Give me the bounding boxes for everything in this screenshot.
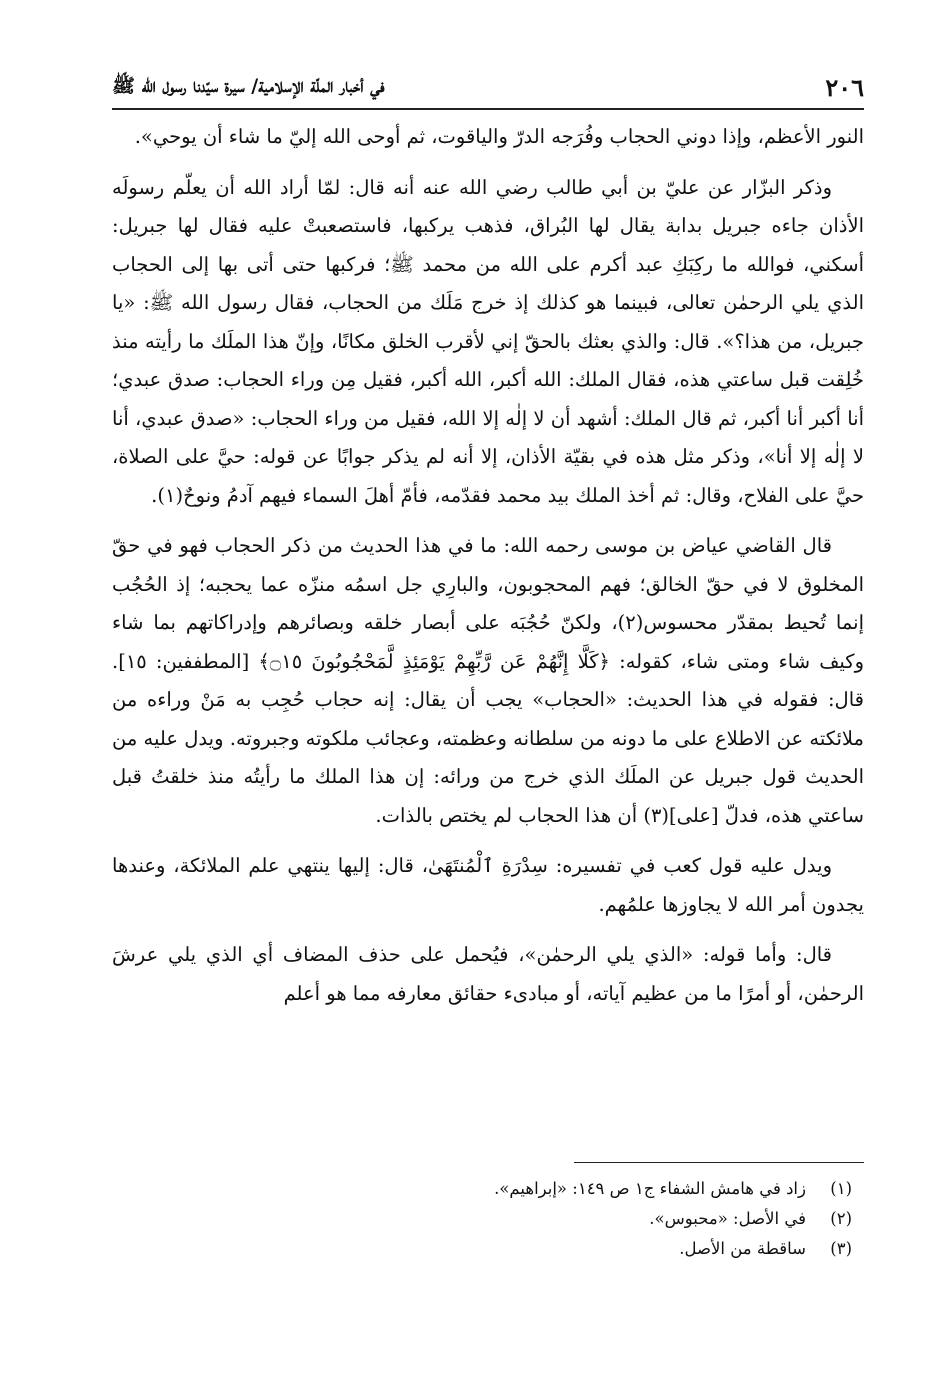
paragraph: قال القاضي عياض بن موسى رحمه الله: ما في هذا الحديث من ذكر الحجاب فهو في حقّ المخلوق لا في حقّ الخالق؛ فهم المحجوبون، والبارِي جل اسمُه منزّه عما يحجبه؛ إذ الحُجُب إنما تُحيط بمقدّر محسوس(٢)، ولكنّ حُجُبَه على أبصار خلقه وبصائرهم وإدراكاتهم بما شاء وكيف شاء ومتى شاء، كقوله: ﴿كَلَّا إِنَّهُمْ عَن رَّبِّهِمْ يَوْمَئِذٍ لَّمَحْجُوبُونَ ۝١٥﴾ [المطففين: ١٥]. قال: فقوله في هذا الحديث: «الحجاب» يجب أن يقال: إنه حجاب حُجِب به مَنْ وراءه من ملائكته عن الاطلاع على ما دونه من سلطانه وعظمته، وعجائب ملكوته وجبروته. ويدل عليه من الحديث قول جبريل عن الملَك الذي خرج من ورائه: إن هذا الملك ما رأيتُه منذ خلقتُ قبل ساعتي هذه، فدلّ [على](٣) أن هذا الحجاب لم يختص بالذات.: [112, 534, 864, 827]
footnote: [112, 1174, 852, 1204]
paragraph: قال: وأما قوله: «الذي يلي الرحمٰن»، فيُحمل على حذف المضاف أي الذي يلي عرشَ الرحمٰن، أو أمرًا ما من عظيم آياته، أو مبادىء حقائق معارفه مما هو أعلم: [112, 943, 864, 1005]
footnote-number: (٢): [830, 1209, 852, 1228]
paragraph: النور الأعظم، وإذا دوني الحجاب وفُرَجه الدرّ والياقوت، ثم أوحى الله إليّ ما شاء أن يوحي».: [134, 125, 864, 148]
footnote-number: (١): [830, 1179, 852, 1198]
footnote: [112, 1204, 852, 1234]
paragraph: وذكر البزّار عن عليّ بن أبي طالب رضي الله عنه أنه قال: لمّا أراد الله أن يعلّم رسولَه الأذان جاءه جبريل بدابة يقال لها البُراق، فذهب يركبها، فاستصعبتْ عليه فقال لها جبريل: أسكني، فوالله ما ركِبَكِ عبد أكرم على الله من محمد ﷺ؛ فركبها حتى أتى بها إلى الحجاب الذي يلي الرحمٰن تعالى، فبينما هو كذلك إذ خرج مَلَك من الحجاب، فقال رسول الله ﷺ: «يا جبريل، من هذا؟». قال: والذي بعثك بالحقّ إني لأقرب الخلق مكانًا، وإنّ هذا الملَك ما رأيته منذ خُلِقت قبل ساعتي هذه، فقال الملك: الله أكبر، الله أكبر، فقيل مِن وراء الحجاب: صدق عبدي؛ أنا أكبر أنا أكبر، ثم قال الملك: أشهد أن لا إلٰه إلا الله، فقيل من وراء الحجاب: «صدق عبدي، أنا لا إلٰه إلا أنا»، وذكر مثل هذه في بقيّة الأذان، إلا أنه لم يذكر جوابًا عن قوله: حيَّ على الصلاة، حيَّ على الفلاح، وقال: ثم أخذ الملك بيد محمد فقدّمه، فأمّ أهلَ السماء فيهم آدمُ ونوحٌ(١).: [112, 175, 864, 507]
footnote: [112, 1234, 852, 1264]
running-title: في أخبار الملّة الإسلامية/ سيرة سيّدنا رسول الله ﷺ: [112, 75, 385, 97]
main-text: [112, 118, 864, 1025]
footnote-text: زاد في هامش الشفاء ج١ ص ١٤٩: «إبراهيم».: [494, 1179, 806, 1198]
paragraph: ويدل عليه قول كعب في تفسيره: سِدْرَةِ ٱلْمُنتَهَىٰ، قال: إليها ينتهي علم الملائكة، وعندها يجدون أمر الله لا يجاوزها علمُهم.: [112, 854, 864, 916]
page-number: ٢٠٦: [825, 73, 864, 102]
footnotes: [112, 1174, 852, 1264]
footnote-divider: [574, 1162, 864, 1163]
footnote-text: ساقطة من الأصل.: [679, 1239, 806, 1258]
footnote-number: (٣): [830, 1239, 852, 1258]
footnote-text: في الأصل: «محبوس».: [649, 1209, 806, 1228]
page-header: [112, 62, 864, 110]
